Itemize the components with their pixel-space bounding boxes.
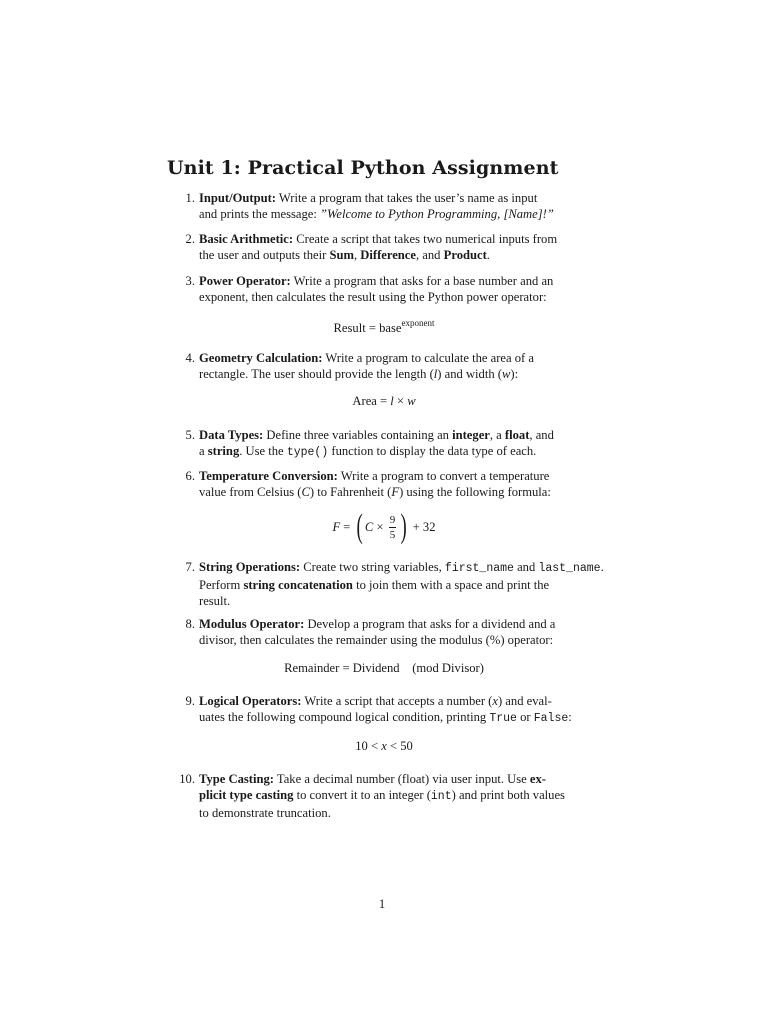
code-false: False: [533, 712, 569, 725]
item-label: Modulus Operator:: [199, 617, 305, 631]
logical-formula: 10 < x < 50: [355, 739, 413, 753]
fraction: $\frac{9}{5}$: [389, 513, 396, 541]
code-int: int: [430, 790, 452, 803]
item-label: Input/Output:: [199, 191, 276, 205]
item-number: 6.: [185, 469, 195, 483]
code-true: True: [489, 712, 517, 725]
item-number: 1.: [185, 191, 195, 205]
item-number: 4.: [185, 351, 195, 365]
page-title: Unit 1: Practical Python Assignment: [167, 157, 559, 179]
item-label: Logical Operators:: [199, 694, 302, 708]
area-formula: Area = l × w: [352, 394, 416, 408]
item-number: 7.: [185, 560, 195, 574]
item-number: 9.: [185, 694, 195, 708]
welcome-message: ”Welcome to Python Programming, [Name]!”: [320, 207, 554, 221]
power-formula: Result = base$^{exponent}$: [333, 318, 435, 335]
code-first-name: first_name: [444, 562, 514, 575]
right-paren: ): [400, 508, 407, 545]
item-label: Data Types:: [199, 428, 264, 442]
item-number: 3.: [185, 274, 195, 288]
item-label: Power Operator:: [199, 274, 291, 288]
item-label: Type Casting:: [199, 772, 274, 786]
page-number: 1: [378, 897, 386, 911]
item-number: 2.: [185, 232, 195, 246]
code-last-name: last_name: [538, 562, 601, 575]
item-number: 8.: [185, 617, 195, 631]
item-label: Temperature Conversion:: [199, 469, 338, 483]
item-label: String Operations:: [199, 560, 301, 574]
code-type: type(): [286, 446, 329, 459]
document-page: Unit 1: Practical Python Assignment 1. Input/Output: Write a program that takes the user’s name as input and prints the message: ”Welcome to Python Programming, [Name]!” 2. Basic Arithmetic: Create a script that takes two numerical inputs from the user and outputs their Sum, Difference, and Product. 3. Power Operator: Write a program that asks for a base number and an exponent, then calculates the result using the Python power operator: Result = base$^{exponent}$ 4. Geometry Calculation: Write a program to calculate the area of a rectangle. The user should provide the length (l) and width (w): Area = l × w 5. Data Types: Define three variables containing an integer, a float, and a string. Use the type() function to display the data type of each. 6. Temperature Conversion: Write a program to convert a temperature value from Celsius (C) to Fahrenheit (F) using the following formula: F = ( C × $\frac{9}{5}$ ) + 32 7. String Operations: Create two string variables, first_name and last_name. Perform string concatenation to join them with a space and print the result. 8. Modulus Operator: Develop a program that asks for a dividend and a divisor, then calculates the remainder using the modulus (%) operator: Remainder = Dividend (mod Divisor) 9. Logical Operators: Write a script that accepts a number (x) and eval- uates the following compound logical condition, printing True or False: 10 < x < 50 10. Type Casting: Take a decimal number (float) via user input. Use ex- plicit type casting to convert it to an integer (int) and print both values to demonstrate truncation. 1: [167, 157, 604, 911]
item-number: 5.: [185, 428, 195, 442]
item-label: Geometry Calculation:: [199, 351, 323, 365]
item-label: Basic Arithmetic:: [199, 232, 294, 246]
left-paren: (: [356, 508, 363, 545]
temperature-formula: F = ( C × $\frac{9}{5}$ ) + 32: [332, 508, 436, 545]
item-number: 10.: [179, 772, 195, 786]
modulus-formula: Remainder = Dividend (mod Divisor): [284, 661, 484, 675]
